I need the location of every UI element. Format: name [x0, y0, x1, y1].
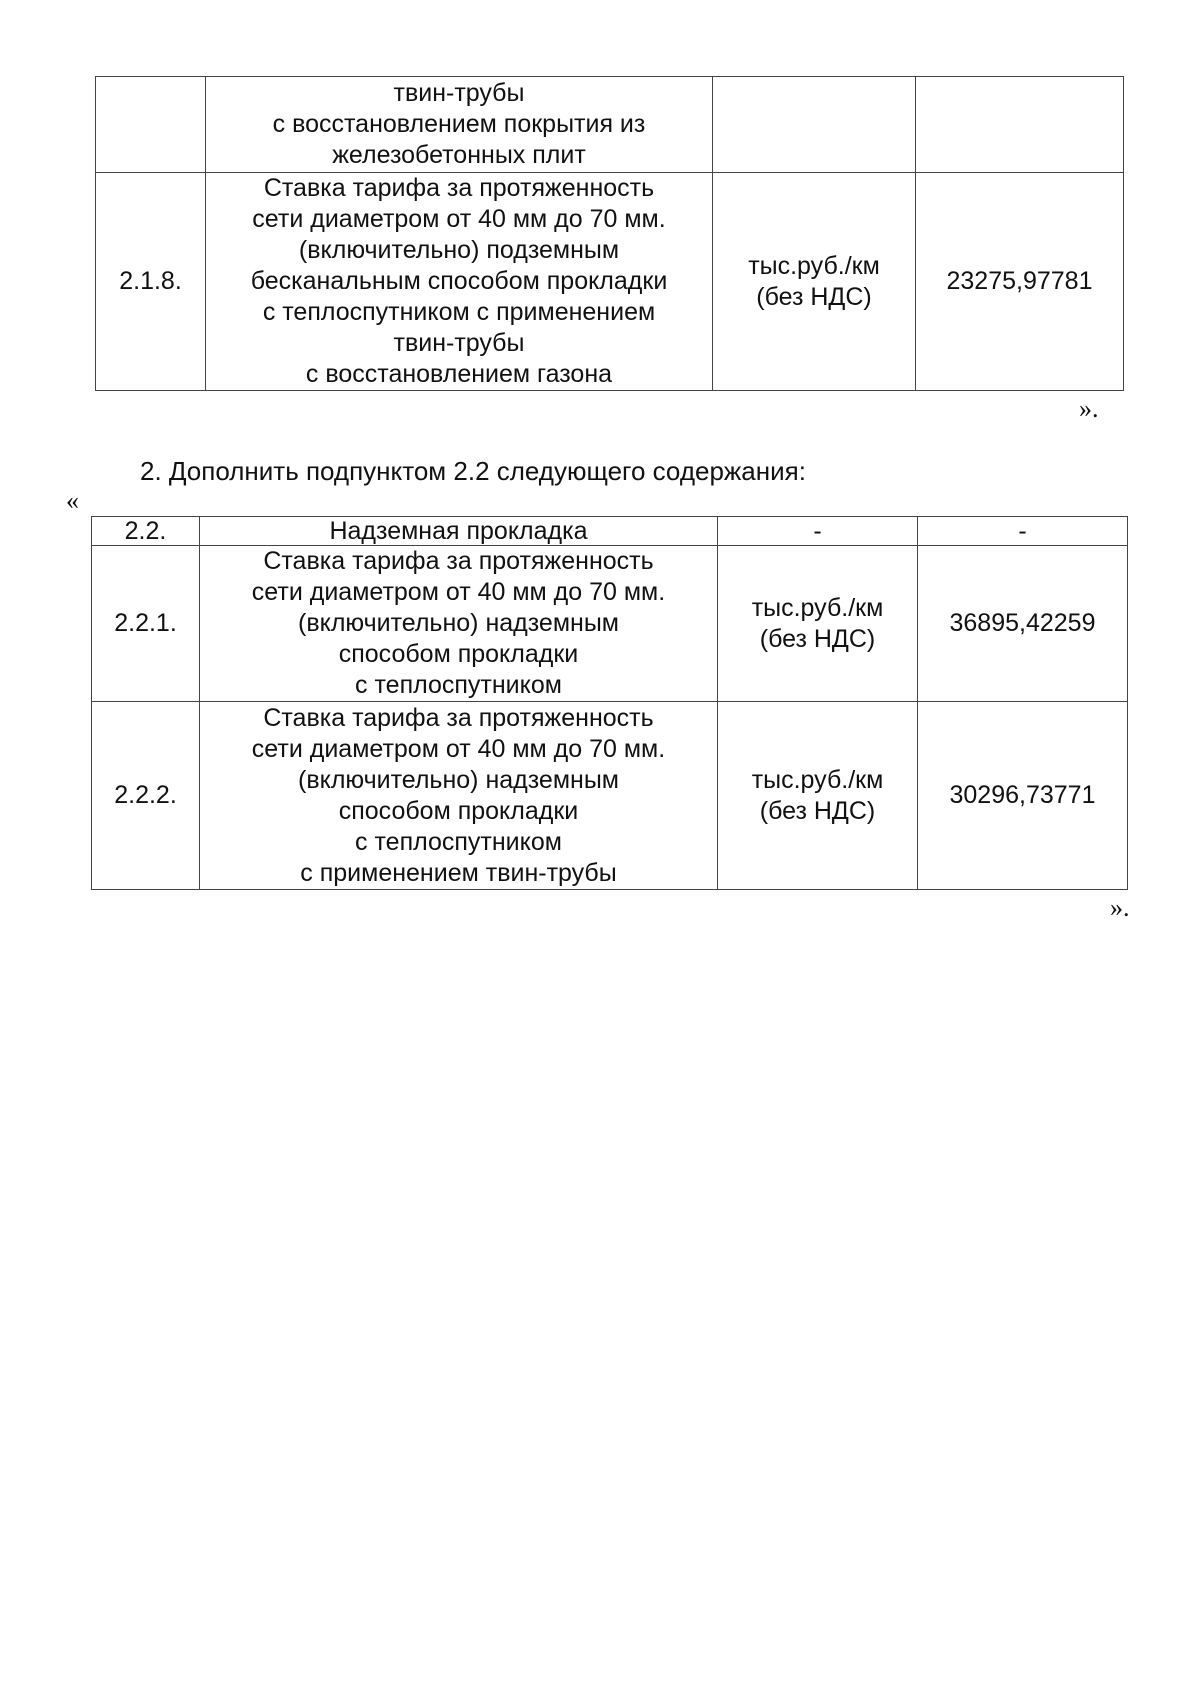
row-number: 2.1.8. — [96, 173, 206, 391]
row-value: 30296,73771 — [918, 702, 1128, 890]
description-line: твин-трубы — [393, 329, 525, 357]
description-line: сети диаметром от 40 мм до 70 мм. — [251, 578, 666, 606]
table-row — [96, 77, 1124, 173]
table-header-row — [92, 517, 1128, 546]
row-unit — [713, 77, 916, 173]
table-row — [92, 546, 1128, 702]
unit-line: (без НДС) — [756, 282, 872, 311]
row-number: 2.2.2. — [92, 702, 200, 890]
table-row — [92, 702, 1128, 890]
row-value — [916, 77, 1124, 173]
unit-line: тыс.руб./км — [748, 251, 880, 280]
row-description — [206, 173, 713, 391]
row-number: 2.2.1. — [92, 546, 200, 702]
description-line: с восстановлением покрытия из — [272, 110, 646, 138]
tariff-table-2 — [91, 516, 1128, 890]
description-line: железобетонных плит — [332, 141, 586, 169]
header-description: Надземная прокладка — [200, 517, 718, 546]
description-line: твин-трубы — [393, 79, 525, 107]
unit-line: тыс.руб./км — [751, 593, 884, 622]
closing-quote-mark: ». — [1079, 394, 1099, 423]
closing-quote-mark: ». — [1110, 893, 1130, 922]
description-line: с восстановлением газона — [305, 360, 613, 388]
header-unit: - — [718, 517, 918, 546]
description-line: сети диаметром от 40 мм до 70 мм. — [252, 205, 666, 233]
opening-quote-mark: « — [66, 486, 79, 515]
row-unit — [718, 546, 918, 702]
description-line: Ставка тарифа за протяженность — [263, 703, 654, 732]
description-line: с применением твин-трубы — [300, 858, 617, 887]
unit-line: (без НДС) — [759, 796, 876, 825]
row-value: 36895,42259 — [918, 546, 1128, 702]
description-line: с теплоспутником — [355, 671, 562, 699]
tariff-table-1 — [95, 76, 1124, 391]
unit-line: (без НДС) — [759, 624, 876, 653]
description-line: (включительно) подземным — [298, 236, 620, 264]
description-line: способом прокладки — [338, 796, 579, 825]
row-description — [206, 77, 713, 173]
description-line: Ставка тарифа за протяженность — [263, 547, 654, 575]
description-line: с теплоспутником — [355, 827, 562, 856]
description-line: (включительно) надземным — [298, 765, 619, 794]
amendment-paragraph: 2. Дополнить подпунктом 2.2 следующего содержания: — [140, 456, 806, 486]
header-number: 2.2. — [92, 517, 200, 546]
table-row — [96, 173, 1124, 391]
row-number — [96, 77, 206, 173]
row-description — [200, 546, 718, 702]
description-line: сети диаметром от 40 мм до 70 мм. — [251, 734, 666, 763]
description-line: способом прокладки — [338, 640, 579, 668]
row-unit — [713, 173, 916, 391]
header-value: - — [918, 517, 1128, 546]
description-line: Ставка тарифа за протяженность — [263, 174, 655, 202]
row-description — [200, 702, 718, 890]
row-value: 23275,97781 — [916, 173, 1124, 391]
description-line: с теплоспутником с применением — [262, 298, 656, 326]
unit-line: тыс.руб./км — [751, 765, 884, 794]
row-unit — [718, 702, 918, 890]
description-line: бесканальным способом прокладки — [250, 267, 668, 295]
description-line: (включительно) надземным — [298, 609, 619, 637]
